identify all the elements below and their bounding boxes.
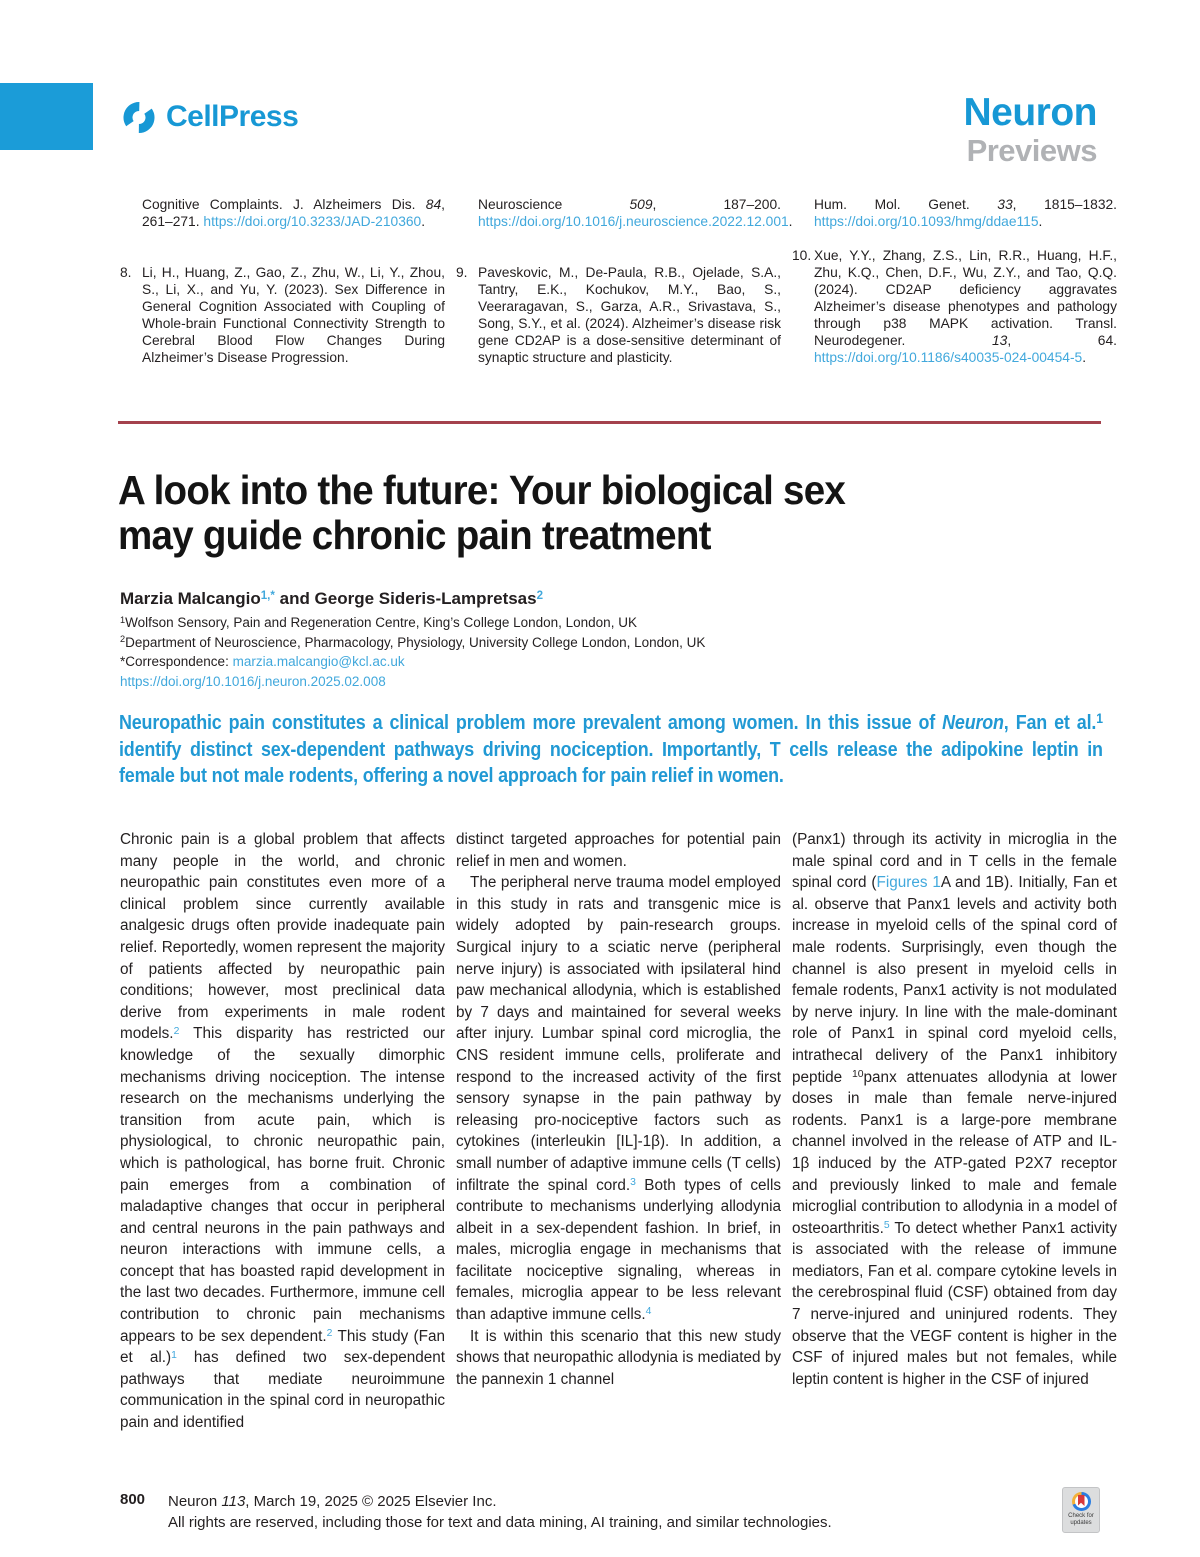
text-segment: Xue, Y.Y., Zhang, Z.S., Lin, R.R., Huang, H.F., Zhu, K.Q., Chen, D.F., Wu, Z.Y., and Tao, Q.Q. (2024). CD2AP deficiency aggravates Alzheimer’s disease phenotypes and pathology through p38 MAPK activation. Transl. Neurodegener. xyxy=(814,248,1117,348)
italic-text: 33 xyxy=(997,197,1013,212)
reference-carryover xyxy=(792,196,1117,230)
text-segment: , Fan et al. xyxy=(1003,712,1097,734)
text-segment: , 64. xyxy=(1007,333,1117,348)
body-paragraph xyxy=(792,829,1117,1390)
text-segment: , March 19, 2025 © 2025 Elsevier Inc. xyxy=(245,1493,497,1510)
affiliation-1 xyxy=(120,613,705,633)
text-segment: To detect whether Panx1 activity is associated with the release of immune mediators, Fan et al. compare cytokine levels in the cerebrospinal fluid (CSF) obtained from day 7 nerve-injured and uninjured rodents. They observe that the VEGF content is higher in the CSF of injured males but not females, while leptin content is higher in the CSF of injured xyxy=(792,1219,1117,1388)
authors-line xyxy=(120,589,543,609)
article-title-line2: may guide chronic pain treatment xyxy=(118,512,711,558)
citation-ref-link[interactable]: 1,* xyxy=(260,589,275,602)
body-paragraph xyxy=(120,829,445,1434)
divider-rule xyxy=(118,421,1101,424)
reference-carryover xyxy=(456,196,793,230)
italic-text: 84 xyxy=(425,197,442,212)
text-segment: has defined two sex-dependent pathways that mediate neuroimmune communication in the spinal cord in neuropathic pain and identified xyxy=(120,1349,445,1432)
superscript: 10 xyxy=(851,1068,864,1080)
inline-link[interactable]: https://doi.org/10.1016/j.neuroscience.2022.12.001 xyxy=(478,214,789,229)
journal-section-label: Previews xyxy=(966,133,1097,168)
text-segment: Cognitive Complaints. J. Alzheimers Dis. xyxy=(142,197,426,212)
text-segment: panx attenuates allodynia at lower doses in male than female nerve-injured rodents. Panx1 is a large-pore membrane channel involved in the release of ATP and IL-1β induced by the ATP-gated P2X7 receptor and previously linked to male and female microglial contribution to allodynia in a model of osteoarthritis. xyxy=(792,1068,1118,1237)
inline-link[interactable]: Figures 1 xyxy=(876,874,941,892)
article-doi-link xyxy=(120,672,705,692)
abstract xyxy=(119,710,1103,790)
body-column-3 xyxy=(792,829,1117,1434)
italic-text: 13 xyxy=(991,333,1008,348)
text-segment: It is within this scenario that this new study shows that neuropathic allodynia is mediated by the pannexin 1 channel xyxy=(456,1327,781,1388)
text-segment: , 1815–1832. xyxy=(1012,197,1117,212)
text-segment: *Correspondence: xyxy=(120,654,233,669)
citation-ref-link[interactable]: 4 xyxy=(645,1306,652,1318)
reference-text xyxy=(814,248,1117,365)
citation-ref-link[interactable]: 1 xyxy=(171,1349,177,1361)
journal-masthead xyxy=(964,92,1098,168)
superscript: 2 xyxy=(120,634,126,645)
italic-text: Neuron xyxy=(942,712,1004,734)
check-updates-badge[interactable] xyxy=(1062,1487,1100,1533)
text-segment: identify distinct sex-dependent pathways driving nociception. Importantly, T cells release the adipokine leptin in female but not male rodents, offering a novel approach for pain relief in women. xyxy=(119,738,1103,787)
text-segment: and George Sideris-Lampretsas xyxy=(274,589,537,608)
article-title xyxy=(118,468,1039,558)
text-segment: A and 1B). Initially, Fan et al. observe that Panx1 levels and activity both increase in myeloid cells of the spinal cord of male rodents. Surprisingly, even though the channel is also present in myeloid cells in female rodents, Panx1 activity is not modulated by nerve injury. In line with the male-dominant role of Panx1 in spinal cord myeloid cells, intrathecal delivery of the Panx1 inhibitory peptide xyxy=(792,874,1117,1086)
citation-ref-link[interactable]: 2 xyxy=(326,1327,333,1339)
reference-column-1 xyxy=(120,196,445,366)
body-paragraph xyxy=(456,1326,781,1391)
text-segment: This disparity has restricted our knowledge of the sexually dimorphic mechanisms driving nociception. The intense research on the mechanisms underlying the transition from acute pain, which is physiological, to chronic neuropathic pain, which is pathological, has borne fruit. Chronic pain emerges from a combination of maladaptive changes that occur in peripheral and central neurons in the pain pathways and neuron interactions with immune cells, a concept that has boasted rapid development in the last two decades. Furthermore, immune cell contribution to chronic pain mechanisms appears to be sex dependent. xyxy=(120,1025,445,1345)
text-segment: Department of Neuroscience, Pharmacology, Physiology, University College London, London, UK xyxy=(125,634,706,650)
badge-label xyxy=(1063,1513,1099,1526)
reference-number: 9. xyxy=(456,265,468,280)
affiliation-2 xyxy=(120,633,705,653)
reference-column-2 xyxy=(456,196,793,366)
footer-text xyxy=(168,1491,832,1533)
text-segment: Both types of cells contribute to mechanisms underlying allodynia albeit in a sex-dependent fashion. In brief, in males, microglia engage in mechanisms that facilitate nociceptive signaling, whereas in females, microglia appear to be less relevant than adaptive immune cells. xyxy=(456,1176,781,1324)
reference-column-3 xyxy=(792,196,1117,366)
text-segment: Li, H., Huang, Z., Gao, Z., Zhu, W., Li, Y., Zhou, S., Li, X., and Yu, Y. (2023). Sex Difference in General Cognition Associated with Coupling of Whole-brain Functional Connectivity Strength to Cerebral Blood Flow Changes During Alzheimer’s Disease Progression. xyxy=(142,265,445,365)
inline-link[interactable]: https://doi.org/10.3233/JAD-210360 xyxy=(203,214,422,229)
superscript: 1 xyxy=(1096,710,1103,726)
cellpress-logo-text: CellPress xyxy=(166,100,299,133)
reference-text xyxy=(142,265,445,365)
reference-number: 8. xyxy=(120,265,132,280)
article-body xyxy=(120,829,1120,1434)
text-segment: (Panx1) through its activity in microglia in the male spinal cord and in T cells in the female spinal cord ( xyxy=(792,831,1117,892)
citation-ref-link[interactable]: 2 xyxy=(173,1025,180,1037)
italic-text: 509 xyxy=(629,197,653,212)
text-segment: Marzia Malcangio xyxy=(120,589,261,608)
text-segment: The peripheral nerve trauma model employed in this study in rats and transgenic mice is widely adopted by pain-research groups. Surgical injury to a sciatic nerve (peripheral nerve injury) is associated with ipsilateral hind paw mechanical allodynia, which is established by 7 days and maintained for several weeks after injury. Lumbar spinal cord microglia, the CNS resident immune cells, proliferate and respond to the increased activity of the first sensory synapse in the pain pathway by releasing pro-nociceptive factors such as cytokines (interleukin [IL]-1β). In addition, a small number of adaptive immune cells (T cells) infiltrate the spinal cord. xyxy=(456,874,781,1194)
reference-carryover xyxy=(120,196,445,230)
reference-item-9 xyxy=(456,264,781,366)
text-segment: Neuropathic pain constitutes a clinical problem more prevalent among women. In this issue of xyxy=(119,712,943,734)
footer-rights: All rights are reserved, including those for text and data mining, AI training, and similar technologies. xyxy=(168,1514,832,1531)
cellpress-logo-icon xyxy=(121,101,157,134)
badge-label-line1: Check for xyxy=(1068,1513,1094,1519)
body-column-2 xyxy=(456,829,781,1434)
text-segment: . xyxy=(788,214,793,229)
citation-ref-link[interactable]: 5 xyxy=(883,1220,890,1232)
inline-link[interactable]: https://doi.org/10.1016/j.neuron.2025.02.008 xyxy=(120,673,386,689)
text-segment: , 187–200. xyxy=(652,197,781,212)
journal-title: Neuron xyxy=(963,91,1097,134)
references-section xyxy=(120,196,1120,366)
correspondence-line xyxy=(120,652,705,672)
italic-text: 113 xyxy=(221,1493,246,1510)
crossmark-icon xyxy=(1072,1492,1091,1511)
inline-link[interactable]: https://doi.org/10.1093/hmg/ddae115 xyxy=(814,214,1039,229)
text-segment: Neuroscience xyxy=(478,197,630,212)
text-segment: Paveskovic, M., De-Paula, R.B., Ojelade, S.A., Tantry, E.K., Kochukov, M.Y., Bao, S., Veeraragavan, S., Garza, A.R., Srivastava, S., Song, S.Y., et al. (2024). Alzheimer’s disease risk gene CD2AP is a dose-sensitive determinant of synaptic structure and plasticity. xyxy=(478,265,781,365)
reference-item-10 xyxy=(792,247,1117,366)
text-segment: . xyxy=(421,214,426,229)
article-title-line1: A look into the future: Your biological sex xyxy=(118,467,846,513)
body-column-1 xyxy=(120,829,445,1434)
affiliations-block xyxy=(120,613,705,691)
inline-link[interactable]: marzia.malcangio@kcl.ac.uk xyxy=(232,654,405,669)
corner-accent-block xyxy=(0,83,93,150)
text-segment: Wolfson Sensory, Pain and Regeneration Centre, King’s College London, London, UK xyxy=(125,615,637,630)
footer-page-number: 800 xyxy=(120,1491,146,1508)
inline-link[interactable]: https://doi.org/10.1186/s40035-024-00454-5 xyxy=(814,350,1083,365)
reference-item-8 xyxy=(120,264,445,366)
text-segment: This study (Fan et al.) xyxy=(120,1327,445,1367)
body-paragraph xyxy=(456,829,781,872)
text-segment: Chronic pain is a global problem that affects many people in the world, and chronic neuropathic pain constitutes even more of a clinical problem since currently available analgesic drugs often provide inadequate pain relief. Reportedly, women represent the majority of patients affected by neuropathic pain conditions; however, most preclinical data derive from experiments in male rodent models. xyxy=(120,831,445,1043)
reference-number: 10. xyxy=(792,248,812,263)
text-segment: Hum. Mol. Genet. xyxy=(814,197,998,212)
text-segment: Neuron xyxy=(168,1493,222,1510)
text-segment: distinct targeted approaches for potential pain relief in men and women. xyxy=(456,831,781,870)
footer-citation xyxy=(168,1491,832,1512)
body-paragraph xyxy=(456,872,781,1325)
citation-ref-link[interactable]: 3 xyxy=(630,1176,636,1188)
text-segment: . xyxy=(1082,350,1087,365)
superscript: 1 xyxy=(120,614,126,625)
text-segment: , 261–271. xyxy=(142,197,445,229)
cellpress-logo xyxy=(121,100,298,134)
citation-ref-link[interactable]: 2 xyxy=(536,589,544,602)
text-segment: . xyxy=(1038,214,1043,229)
reference-text xyxy=(478,265,781,365)
badge-label-line2: updates xyxy=(1070,1519,1092,1526)
